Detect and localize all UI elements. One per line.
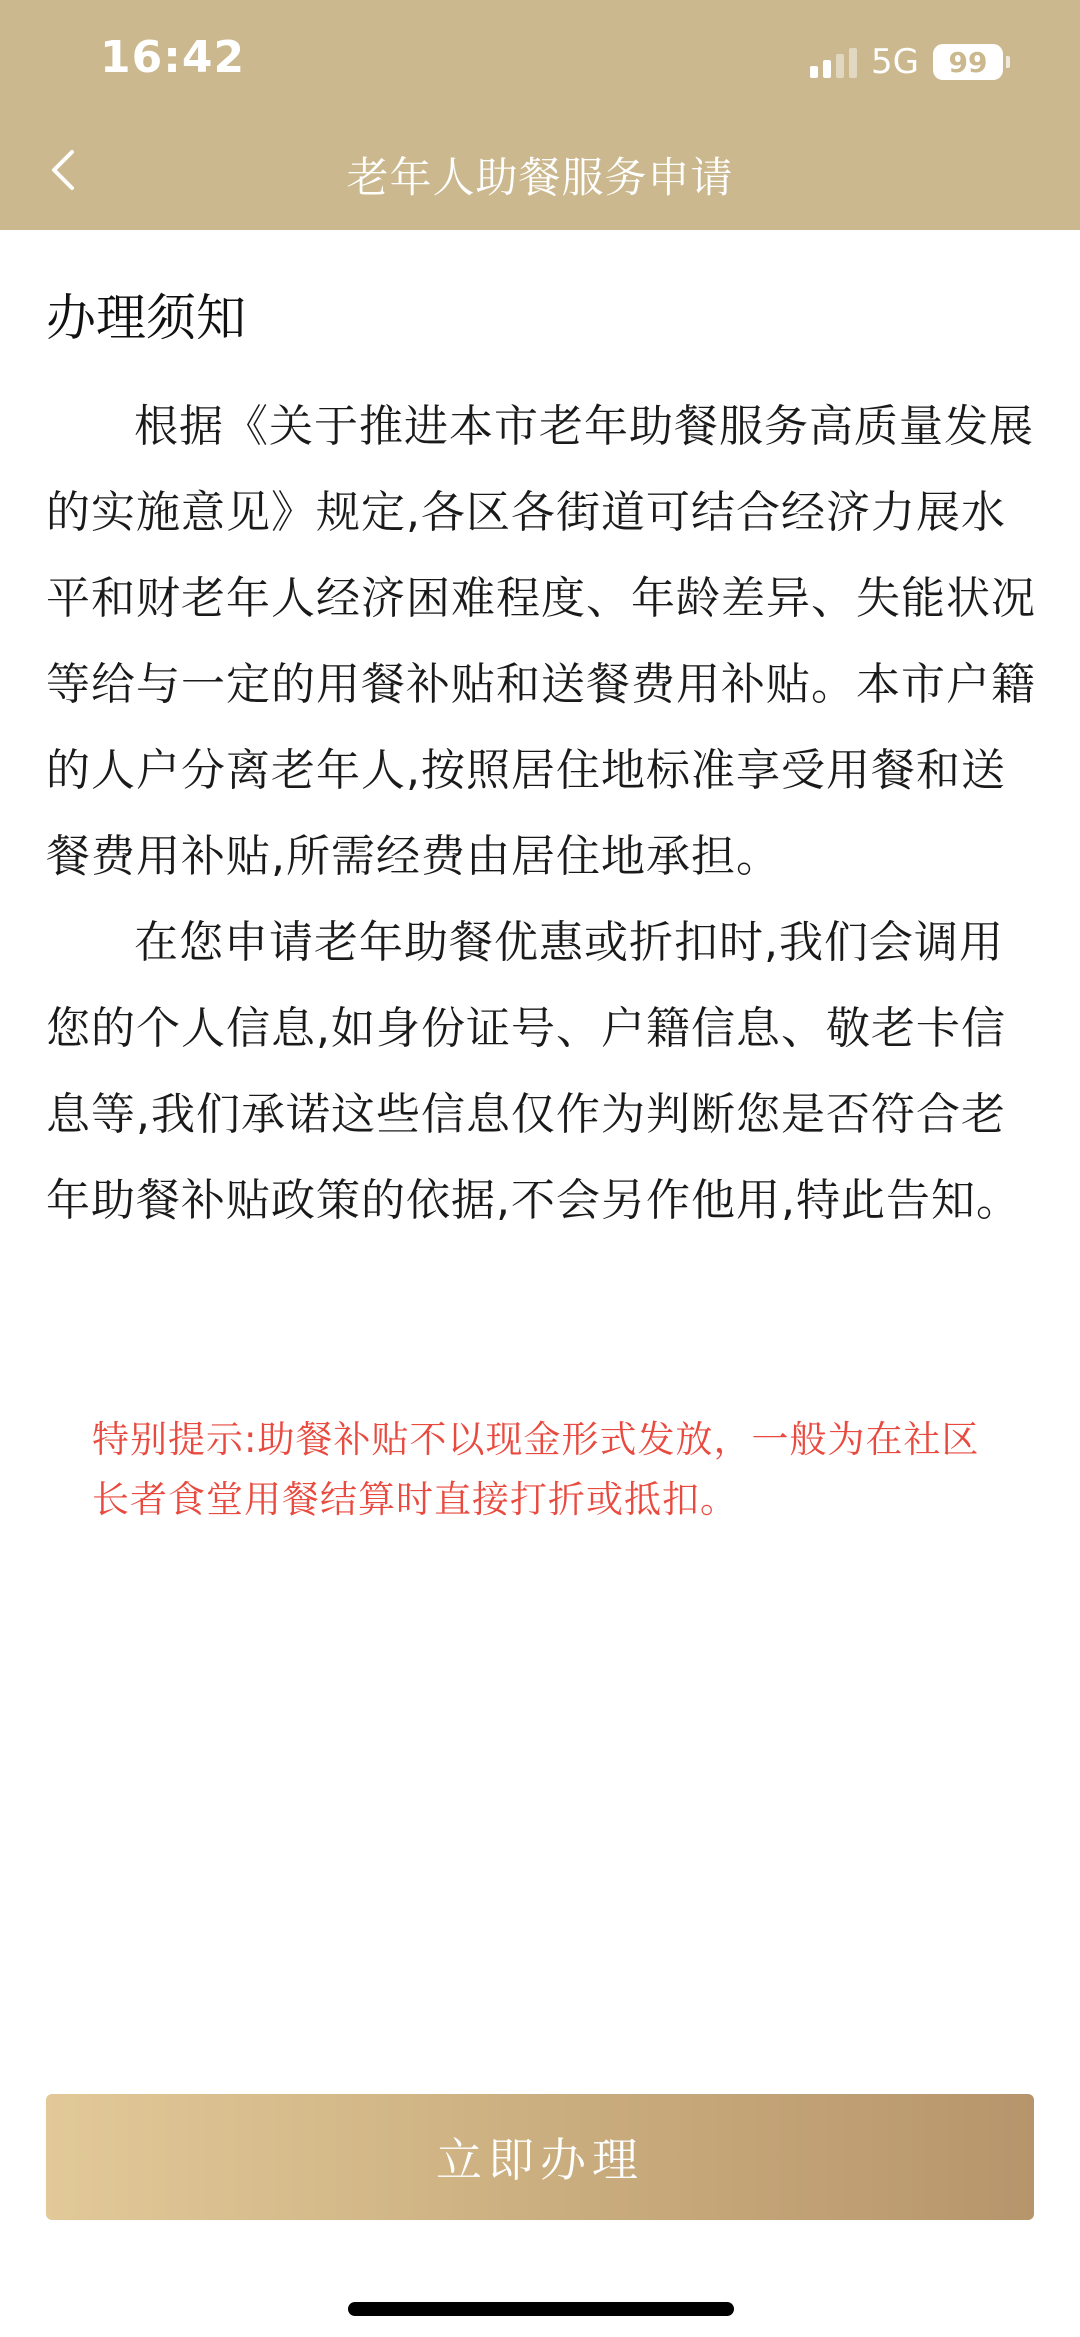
- notice-title: 办理须知: [46, 289, 246, 347]
- status-time: 16:42: [100, 32, 246, 83]
- notice-paragraph: 根据《关于推进本市老年助餐服务高质量发展的实施意见》规定,各区各街道可结合经济力展水平和财老年人经济困难程度、年龄差异、失能状况等给与一定的用餐补贴和送餐费用补贴。本市户籍的人户分离老年人,按照居住地标准享受用餐和送餐费用补贴,所需经费由居住地承担。: [46, 401, 1036, 882]
- special-tip: 特别提示:助餐补贴不以现金形式发放，一般为在社区长者食堂用餐结算时直接打折或抵扣。: [92, 1418, 980, 1521]
- page-title: 老年人助餐服务申请: [346, 153, 734, 202]
- status-indicators: [810, 40, 1010, 84]
- signal-icon: [810, 46, 857, 78]
- apply-now-button[interactable]: 立即办理: [46, 2094, 1034, 2220]
- notice-paragraph: 在您申请老年助餐优惠或折扣时,我们会调用您的个人信息,如身份证号、户籍信息、敬老卡信息等,我们承诺这些信息仅作为判断您是否符合老年助餐补贴政策的依据,不会另作他用,特此告知。: [46, 917, 1021, 1226]
- battery-icon: [933, 44, 1010, 80]
- app-header: [0, 0, 1080, 230]
- network-type: 5G: [871, 42, 919, 82]
- home-indicator[interactable]: [348, 2302, 734, 2316]
- notice-body: [46, 384, 1036, 1244]
- battery-level: 99: [933, 44, 1003, 80]
